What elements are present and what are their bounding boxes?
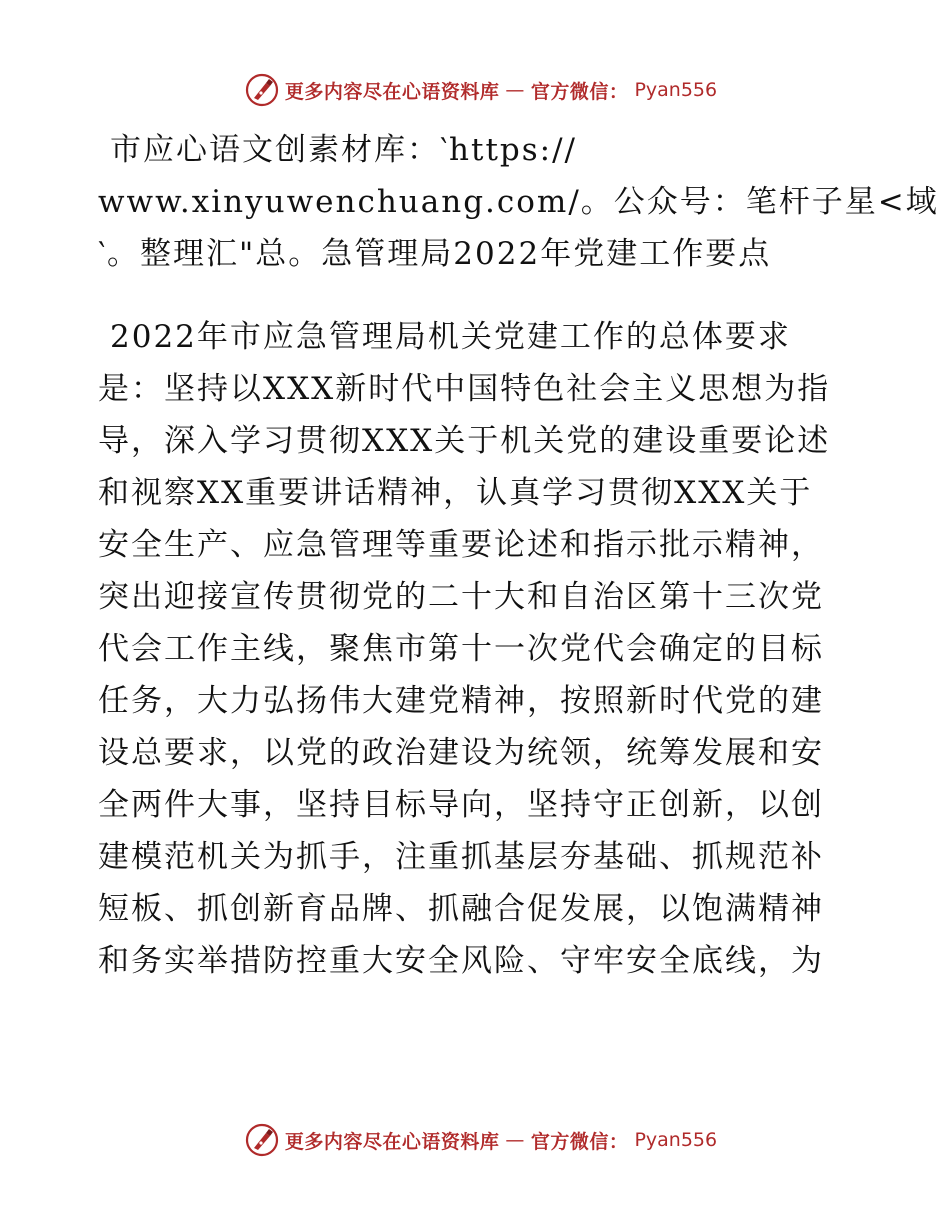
intro-block — [98, 124, 939, 280]
body-line: 短板、抓创新育品牌、抓融合促发展，以饱满精神 — [98, 891, 824, 927]
wechat-id: Pyan556 — [634, 79, 718, 101]
banner-dash: — — [505, 79, 525, 101]
site-slogan: 更多内容尽在心语资料库 — [284, 80, 500, 103]
wechat-id: Pyan556 — [634, 1129, 718, 1151]
body-line: 全两件大事，坚持目标导向，坚持守正创新，以创 — [98, 787, 824, 823]
site-slogan: 更多内容尽在心语资料库 — [284, 1130, 500, 1153]
pen-nib-logo-icon — [245, 1123, 279, 1157]
intro-line: ‵。整理汇"总。急管理局2022年党建工作要点 — [98, 236, 772, 272]
footer-banner-content — [245, 1123, 717, 1157]
body-line: 导，深入学习贯彻XXX关于机关党的建设重要论述 — [98, 423, 831, 459]
header-banner — [0, 70, 950, 110]
header-banner-content — [245, 73, 717, 107]
body-line: 和视察XX重要讲话精神，认真学习贯彻XXX关于 — [98, 475, 813, 511]
banner-dash: — — [505, 1129, 525, 1151]
body-line: 安全生产、应急管理等重要论述和指示批示精神， — [98, 527, 824, 563]
body-paragraph — [98, 311, 858, 987]
body-line: 突出迎接宣传贯彻党的二十大和自治区第十三次党 — [98, 579, 824, 615]
body-line: 设总要求，以党的政治建设为统领，统筹发展和安 — [98, 735, 824, 771]
wechat-label: 官方微信： — [530, 1130, 629, 1153]
body-line: 和务实举措防控重大安全风险、守牢安全底线，为 — [98, 943, 824, 979]
intro-line: 市应心语文创素材库：‵https:// — [110, 132, 578, 168]
intro-line: www.xinyuwenchuang.com/。公众号：笔杆子星<域 — [98, 184, 939, 220]
wechat-label: 官方微信： — [530, 80, 629, 103]
body-line: 2022年市应急管理局机关党建工作的总体要求 — [110, 319, 791, 355]
body-line: 代会工作主线，聚焦市第十一次党代会确定的目标 — [98, 631, 824, 667]
pen-nib-logo-icon — [245, 73, 279, 107]
footer-banner — [0, 1120, 950, 1160]
body-line: 建模范机关为抓手，注重抓基层夯基础、抓规范补 — [98, 839, 824, 875]
body-line: 任务，大力弘扬伟大建党精神，按照新时代党的建 — [98, 683, 824, 719]
body-line: 是：坚持以XXX新时代中国特色社会主义思想为指 — [98, 371, 831, 407]
